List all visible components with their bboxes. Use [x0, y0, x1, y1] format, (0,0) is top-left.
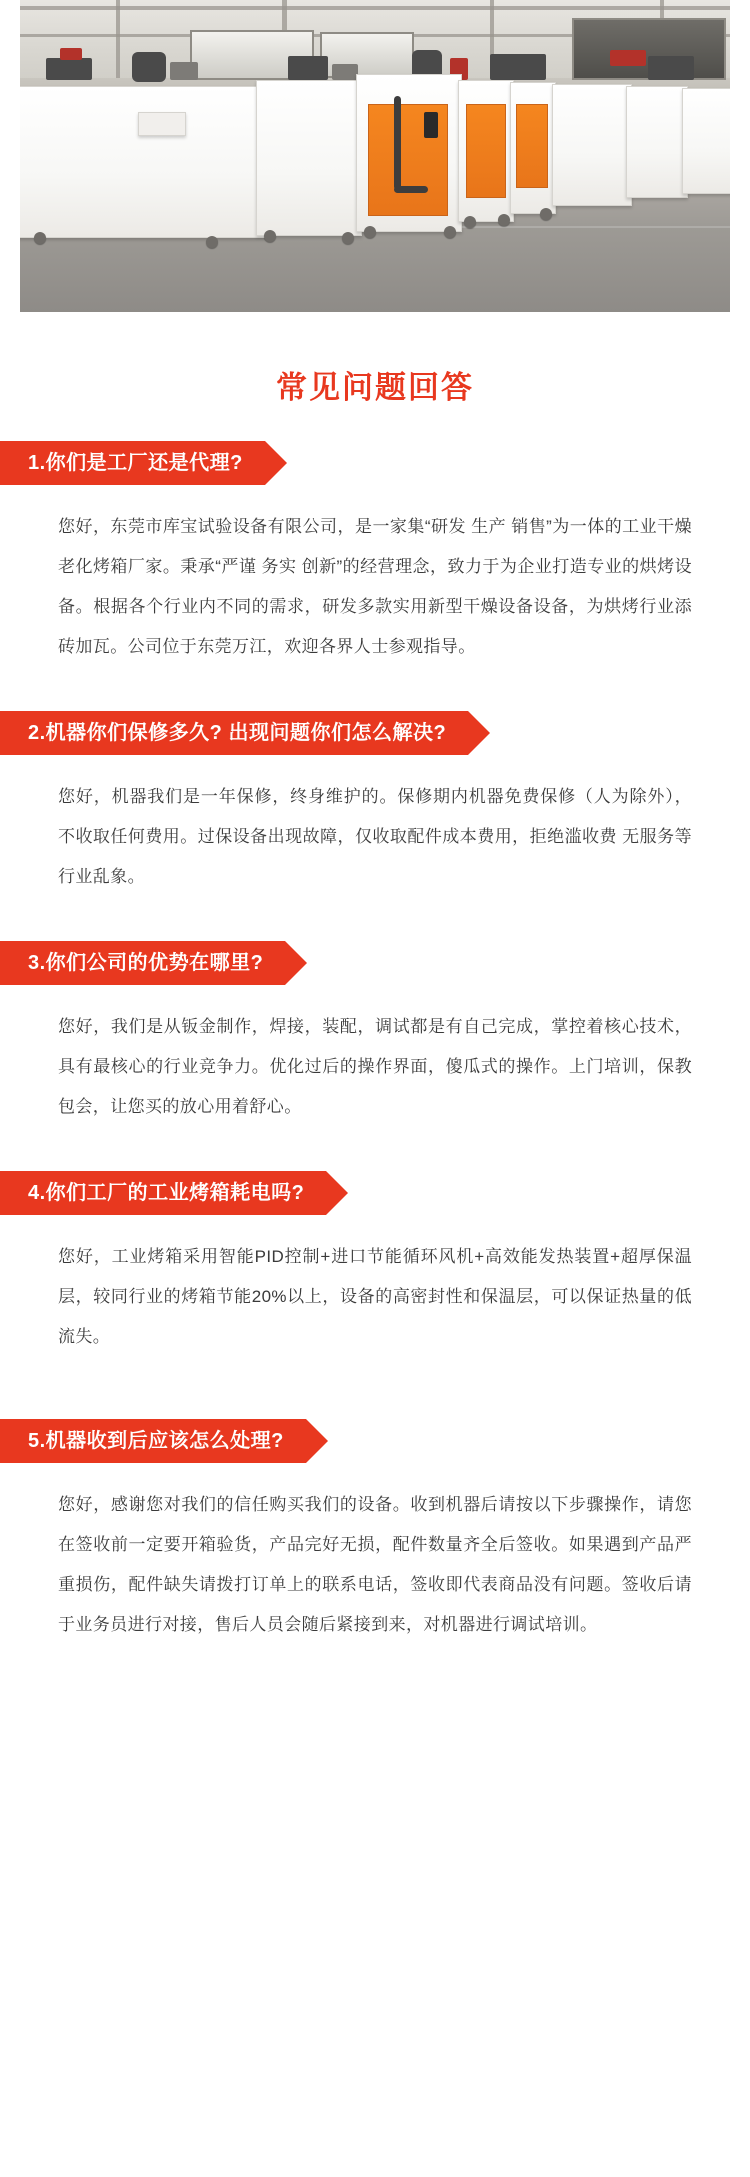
top-equipment-grey [332, 64, 358, 80]
ceiling-post [116, 0, 120, 80]
section-spacer [0, 1401, 750, 1419]
caster-wheel [464, 216, 476, 228]
top-equipment-red [610, 50, 646, 66]
faq-question-4: 4.你们工厂的工业烤箱耗电吗? [0, 1171, 326, 1215]
white-oven [256, 80, 362, 236]
page-title: 常见问题回答 [276, 370, 474, 405]
caster-wheel [498, 214, 510, 226]
top-equipment [46, 58, 92, 80]
oven-handle-plate [138, 112, 186, 136]
caster-wheel [342, 232, 354, 244]
caster-wheel [206, 236, 218, 248]
faq-item-2 [0, 711, 750, 897]
caster-wheel [444, 226, 456, 238]
white-oven-large [20, 86, 268, 238]
faq-item-3 [0, 941, 750, 1127]
caster-wheel [34, 232, 46, 244]
faq-question-1: 1.你们是工厂还是代理? [0, 441, 265, 485]
top-equipment [490, 54, 546, 80]
top-equipment [288, 56, 328, 80]
faq-item-5 [0, 1419, 750, 1645]
faq-answer-1: 您好，东莞市库宝试验设备有限公司，是一家集“研发 生产 销售”为一体的工业干燥老化烤箱厂家。秉承“严谨 务实 创新”的经营理念，致力于为企业打造专业的烘烤设备。根据各个行业内不同的需求，研发多款实用新型干燥设备设备，为烘烤行业添砖加瓦。公司位于东莞万江，欢迎各界人士参观指导。 [58, 517, 692, 656]
hero-image [20, 0, 730, 312]
orange-door [466, 104, 506, 198]
faq-question-2: 2.机器你们保修多久? 出现问题你们怎么解决? [0, 711, 468, 755]
vent-hose [394, 186, 428, 193]
top-equipment-red [60, 48, 82, 60]
top-equipment-grey [170, 62, 198, 80]
blower-motor [132, 52, 166, 82]
white-oven [552, 84, 632, 206]
faq-answer-3: 您好，我们是从钣金制作，焊接，装配，调试都是有自己完成，掌控着核心技术，具有最核心的行业竞争力。优化过后的操作界面，傻瓜式的操作。上门培训，保教包会，让您买的放心用着舒心。 [58, 1017, 692, 1116]
faq-question-5: 5.机器收到后应该怎么处理? [0, 1419, 306, 1463]
faq-question-3: 3.你们公司的优势在哪里? [0, 941, 285, 985]
faq-answer-4: 您好，工业烤箱采用智能PID控制+进口节能循环风机+高效能发热装置+超厚保温层，较同行业的烤箱节能20%以上，设备的高密封性和保温层，可以保证热量的低流失。 [58, 1247, 692, 1346]
faq-answer-5: 您好，感谢您对我们的信任购买我们的设备。收到机器后请按以下步骤操作，请您在签收前一定要开箱验货，产品完好无损，配件数量齐全后签收。如果遇到产品严重损伤，配件缺失请拨打订单上的联系电话，签收即代表商品没有问题。签收后请于业务员进行对接，售后人员会随后紧接到来，对机器进行调试培训。 [58, 1495, 692, 1634]
top-equipment [648, 56, 694, 80]
ceiling-beam [20, 6, 730, 10]
faq-answer-2: 您好，机器我们是一年保修，终身维护的。保修期内机器免费保修（人为除外），不收取任何费用。过保设备出现故障，仅收取配件成本费用，拒绝滥收费 无服务等行业乱象。 [58, 787, 692, 886]
control-panel [424, 112, 438, 138]
caster-wheel [540, 208, 552, 220]
faq-item-4 [0, 1171, 750, 1357]
orange-door [516, 104, 548, 188]
caster-wheel [264, 230, 276, 242]
white-oven [626, 86, 688, 198]
vent-hose [394, 96, 401, 190]
faq-item-1 [0, 441, 750, 667]
white-oven [682, 88, 730, 194]
caster-wheel [364, 226, 376, 238]
